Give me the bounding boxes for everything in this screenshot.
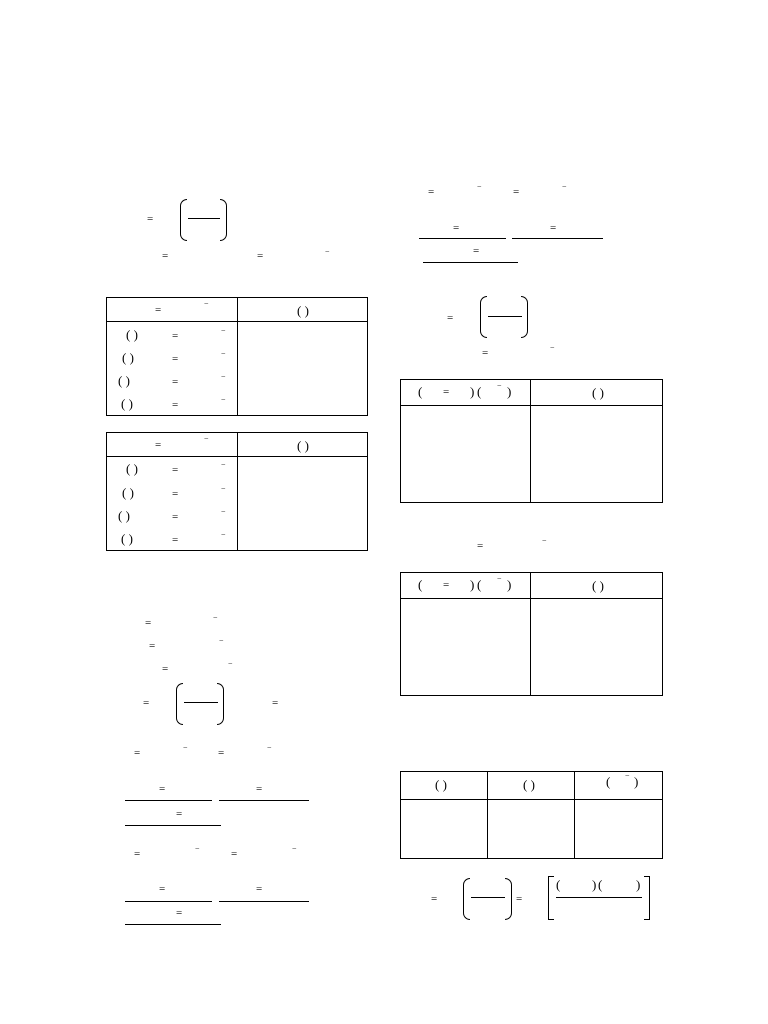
equals-sign: = (272, 697, 279, 709)
table-header-equals: = (443, 579, 450, 591)
equals-sign: = (516, 893, 523, 905)
fraction-bar (125, 901, 212, 902)
right-bracket (644, 876, 650, 920)
table-header-right-paren: ) (470, 577, 475, 592)
fraction-bar (125, 825, 221, 826)
table-header-parens: ( ) (592, 578, 604, 593)
large-left-paren (463, 878, 470, 920)
left-paren: ( (556, 877, 561, 892)
equals-sign: = (428, 186, 435, 198)
row-minus: − (221, 372, 226, 381)
row-minus: − (221, 395, 226, 404)
fraction-bar (556, 897, 642, 898)
row-parens: ( ) (121, 531, 133, 546)
table-header-right-paren: ) (507, 384, 512, 399)
minus-superscript: − (325, 247, 330, 256)
left-bracket (548, 876, 554, 920)
equals-sign: = (159, 883, 166, 895)
row-parens: ( ) (118, 373, 130, 388)
equals-sign: = (145, 617, 152, 629)
table-header-parens: ( ) (435, 777, 447, 792)
table-header-parens: ( ) (523, 777, 535, 792)
fraction-bar (125, 924, 221, 925)
minus-superscript: − (542, 536, 547, 545)
equals-sign: = (134, 747, 141, 759)
equals-sign: = (231, 848, 238, 860)
equals-sign: = (257, 250, 264, 262)
equals-sign: = (447, 312, 454, 324)
table-header-equals: = (443, 386, 450, 398)
large-left-paren (480, 296, 487, 338)
row-minus: − (221, 460, 226, 469)
fraction-bar (419, 238, 506, 239)
table-header-minus: − (625, 771, 630, 780)
equals-sign: = (218, 747, 225, 759)
minus-superscript: − (228, 659, 233, 668)
fraction-bar (125, 800, 212, 801)
large-right-paren (521, 296, 528, 338)
equals-sign: = (162, 663, 169, 675)
table-header-equals: = (155, 439, 162, 451)
row-parens: ( ) (118, 508, 130, 523)
table-3 (400, 379, 663, 503)
fraction-bar (219, 800, 309, 801)
equals-sign: = (513, 186, 520, 198)
equals-sign: = (176, 907, 183, 919)
table-header-left-paren: ( (477, 384, 482, 399)
table-column-rule (237, 432, 238, 551)
equals-sign: = (159, 783, 166, 795)
equals-sign: = (477, 540, 484, 552)
fraction-bar (512, 238, 603, 239)
table-header-minus: − (204, 434, 209, 443)
equals-sign: = (134, 848, 141, 860)
fraction-bar (219, 901, 309, 902)
minus-superscript: − (219, 636, 224, 645)
row-parens: ( ) (122, 350, 134, 365)
row-equals: = (172, 330, 179, 342)
table-header-parens: ( ) (297, 438, 309, 453)
left-paren: ( (598, 877, 603, 892)
right-paren: ) (636, 877, 641, 892)
minus-superscript: − (477, 182, 482, 191)
table-header-rule (400, 799, 663, 800)
table-column-rule (487, 771, 488, 859)
large-right-paren (220, 199, 227, 241)
row-equals: = (172, 464, 179, 476)
equals-sign: = (473, 245, 480, 257)
row-minus: − (221, 484, 226, 493)
equals-sign: = (453, 222, 460, 234)
fraction-bar (188, 218, 220, 219)
table-header-minus: − (204, 299, 209, 308)
equals-sign: = (550, 222, 557, 234)
row-minus: − (221, 326, 226, 335)
minus-superscript: − (550, 343, 555, 352)
row-parens: ( ) (126, 461, 138, 476)
row-equals: = (172, 399, 179, 411)
table-header-equals: = (155, 304, 162, 316)
row-parens: ( ) (122, 485, 134, 500)
row-equals: = (172, 511, 179, 523)
table-header-rule (400, 405, 663, 406)
row-parens: ( ) (126, 327, 138, 342)
minus-superscript: − (292, 844, 297, 853)
table-header-minus: − (497, 574, 502, 583)
equals-sign: = (431, 893, 438, 905)
fraction-bar (471, 897, 505, 898)
table-column-rule (574, 771, 575, 859)
fraction-bar (423, 262, 518, 263)
minus-superscript: − (195, 844, 200, 853)
table-column-rule (237, 297, 238, 416)
table-header-right-paren: ) (634, 774, 639, 789)
fraction-bar (184, 702, 218, 703)
large-left-paren (176, 683, 183, 725)
table-header-left-paren: ( (418, 577, 423, 592)
equals-sign: = (143, 697, 150, 709)
large-right-paren (217, 683, 224, 725)
minus-superscript: − (267, 743, 272, 752)
equals-sign: = (256, 783, 263, 795)
row-equals: = (172, 488, 179, 500)
table-header-minus: − (497, 381, 502, 390)
table-header-left-paren: ( (418, 384, 423, 399)
table-header-rule (400, 598, 663, 599)
row-equals: = (172, 534, 179, 546)
equals-sign: = (256, 883, 263, 895)
table-column-rule (530, 572, 531, 696)
equals-sign: = (162, 250, 169, 262)
row-minus: − (221, 530, 226, 539)
equals-sign: = (147, 213, 154, 225)
row-parens: ( ) (121, 396, 133, 411)
table-header-left-paren: ( (477, 577, 482, 592)
row-equals: = (172, 376, 179, 388)
table-column-rule (530, 379, 531, 503)
right-paren: ) (592, 877, 597, 892)
table-header-parens: ( ) (592, 385, 604, 400)
equals-sign: = (482, 347, 489, 359)
table-header-right-paren: ) (470, 384, 475, 399)
row-minus: − (221, 507, 226, 516)
fraction-bar (488, 316, 522, 317)
equals-sign: = (176, 808, 183, 820)
minus-superscript: − (183, 743, 188, 752)
table-header-left-paren: ( (606, 774, 611, 789)
equals-sign: = (149, 640, 156, 652)
minus-superscript: − (562, 182, 567, 191)
minus-superscript: − (213, 613, 218, 622)
large-left-paren (180, 199, 187, 241)
table-4 (400, 572, 663, 696)
table-header-parens: ( ) (297, 303, 309, 318)
row-minus: − (221, 349, 226, 358)
row-equals: = (172, 353, 179, 365)
table-header-right-paren: ) (507, 577, 512, 592)
large-right-paren (505, 878, 512, 920)
